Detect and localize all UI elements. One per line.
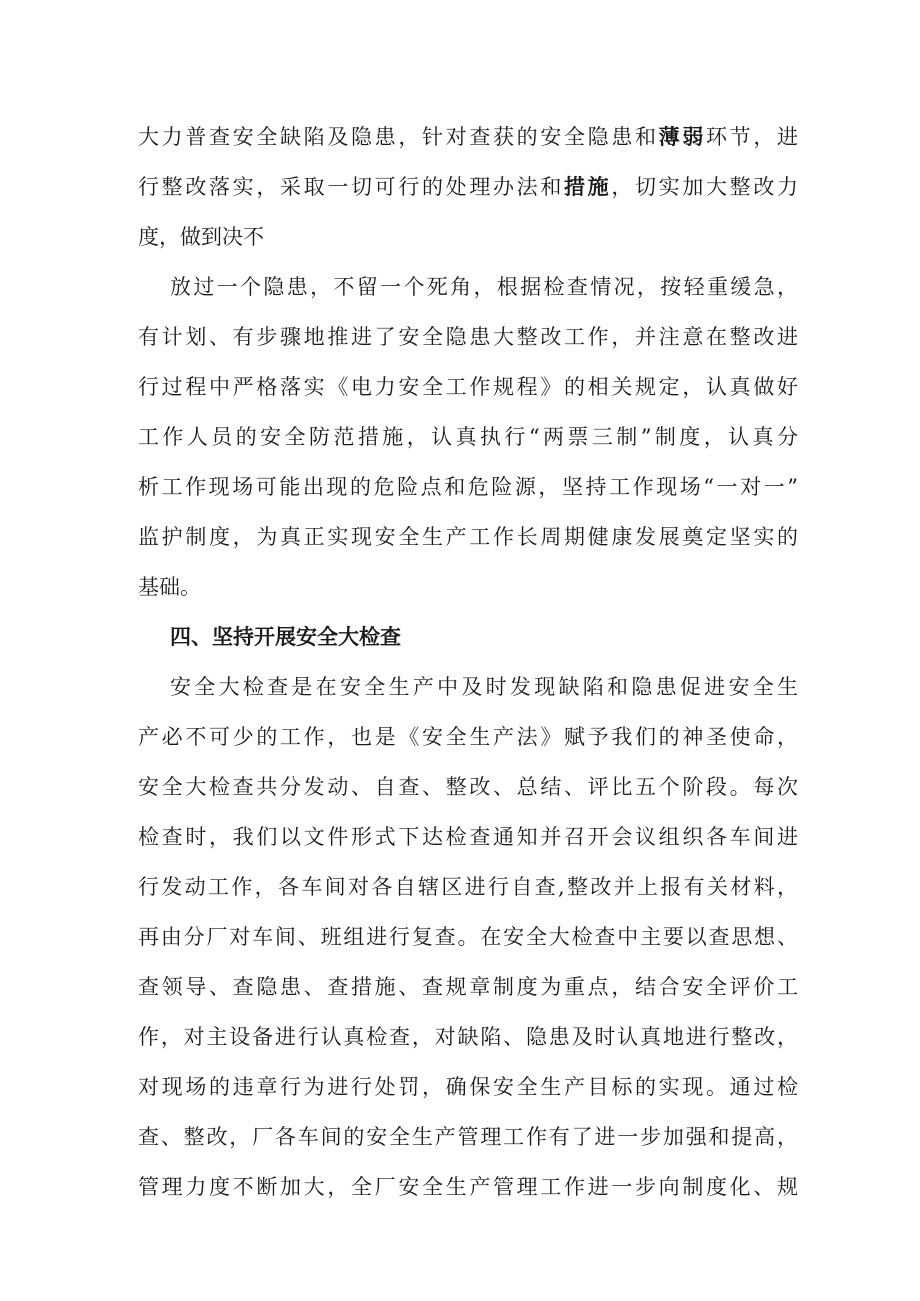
paragraph-3-line-8: 作，对主设备进行认真检查，对缺陷、隐患及时认真地进行整改， <box>138 1025 798 1049</box>
paragraph-3-line-7: 查领导、查隐患、查措施、查规章制度为重点，结合安全评价工 <box>138 975 798 999</box>
text-run: ，切实加大整改力 <box>611 175 799 199</box>
paragraph-1-line-2 <box>138 172 798 202</box>
paragraph-3-line-2: 产必不可少的工作，也是《安全生产法》赋予我们的神圣使命， <box>138 725 798 749</box>
paragraph-3-line-6: 再由分厂对车间、班组进行复查。在安全大检查中主要以查思想、 <box>138 925 798 949</box>
paragraph-3-line-5: 行发动工作，各车间对各自辖区进行自查,整改并上报有关材料， <box>138 875 798 899</box>
paragraph-2-line-6: 监护制度，为真正实现安全生产工作长周期健康发展奠定坚实的 <box>138 525 798 549</box>
paragraph-3-line-11: 管理力度不断加大，全厂安全生产管理工作进一步向制度化、规 <box>138 1175 798 1199</box>
paragraph-2-line-7: 基础。 <box>138 575 201 599</box>
paragraph-1-line-3: 度，做到决不 <box>138 225 264 249</box>
bold-text-run: 薄弱 <box>658 124 707 149</box>
paragraph-3-line-4: 检查时，我们以文件形式下达检查通知并召开会议组织各车间进 <box>138 825 798 849</box>
paragraph-2-line-3: 行过程中严格落实《电力安全工作规程》的相关规定，认真做好 <box>138 375 798 399</box>
paragraph-1-line-1 <box>138 122 798 152</box>
paragraph-2-line-4: 工作人员的安全防范措施，认真执行“两票三制”制度，认真分 <box>138 425 798 449</box>
section-heading: 四、坚持开展安全大检查 <box>170 625 401 649</box>
paragraph-2-line-5: 析工作现场可能出现的危险点和危险源，坚持工作现场“一对一” <box>138 475 798 499</box>
paragraph-2-line-2: 有计划、有步骤地推进了安全隐患大整改工作，并注意在整改进 <box>138 325 798 349</box>
paragraph-3-line-9: 对现场的违章行为进行处罚，确保安全生产目标的实现。通过检 <box>138 1075 798 1099</box>
paragraph-3-line-10: 查、整改，厂各车间的安全生产管理工作有了进一步加强和提高， <box>138 1125 798 1149</box>
text-run: 大力普查安全缺陷及隐患，针对查获的安全隐患和 <box>138 125 659 149</box>
paragraph-2-line-1: 放过一个隐患，不留一个死角，根据检查情况，按轻重缓急， <box>170 275 798 299</box>
paragraph-3-line-1: 安全大检查是在安全生产中及时发现缺陷和隐患促进安全生 <box>170 675 798 699</box>
bold-text-run: 措施 <box>564 174 612 199</box>
text-run: 环节，进 <box>706 125 799 149</box>
text-run: 行整改落实，采取一切可行的处理办法和 <box>138 175 564 199</box>
paragraph-3-line-3: 安全大检查共分发动、自查、整改、总结、评比五个阶段。每次 <box>138 775 798 799</box>
